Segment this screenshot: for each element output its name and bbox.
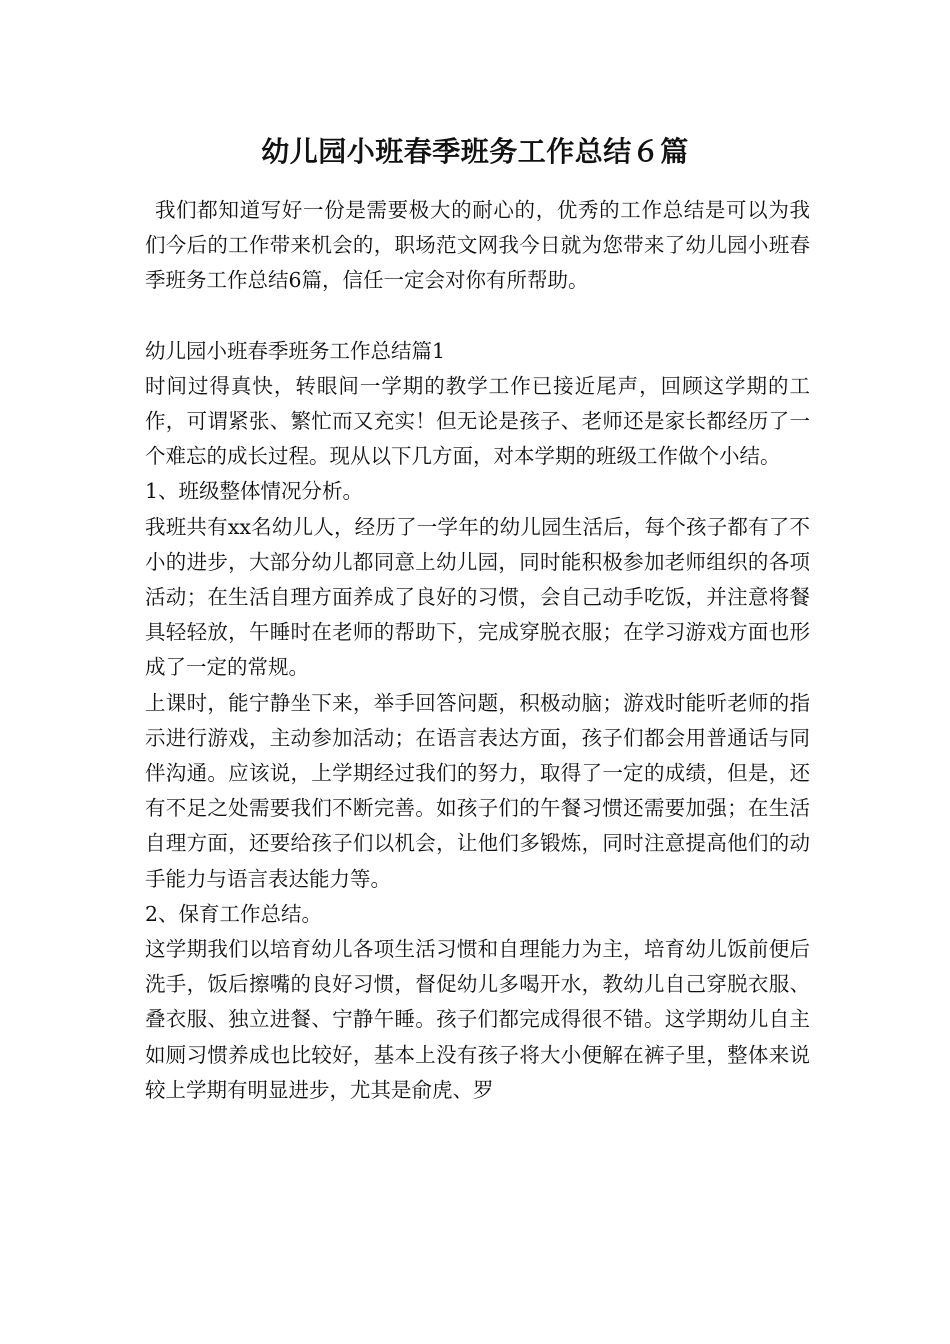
section-title: 幼儿园小班春季班务工作总结篇1 <box>145 338 446 363</box>
document-title: 幼儿园小班春季班务工作总结６篇 <box>261 135 689 168</box>
body-paragraph: 这学期我们以培育幼儿各项生活习惯和自理能力为主，培育幼儿饭前便后洗手，饭后擦嘴的良好习惯，督促幼儿多喝开水，教幼儿自己穿脱衣服、叠衣服、独立进餐、宁静午睡。孩子们都完成得很不错。这学期幼儿自主如厕习惯养成也比较好，基本上没有孩子将大小便解在裤子里，整体来说较上学期有明显进步，尤其是俞虎、罗 <box>145 937 810 1102</box>
paragraph-spacer <box>145 299 810 334</box>
section-heading-1: 1、班级整体情况分析。 <box>145 479 364 504</box>
body-paragraph: 我班共有xx名幼儿人，经历了一学年的幼儿园生活后，每个孩子都有了不小的进步，大部分幼儿都同意上幼儿园，同时能积极参加老师组织的各项活动；在生活自理方面养成了良好的习惯，会自己动手吃饭，并注意将餐具轻轻放，午睡时在老师的帮助下，完成穿脱衣服；在学习游戏方面也形成了一定的常规。 <box>145 514 810 680</box>
body-paragraph: 时间过得真快，转眼间一学期的教学工作已接近尾声，回顾这学期的工作，可谓紧张、繁忙而又充实！但无论是孩子、老师还是家长都经历了一个难忘的成长过程。现从以下几方面，对本学期的班级工作做个小结。 <box>145 373 810 469</box>
section-heading-2: 2、保育工作总结。 <box>145 901 323 926</box>
body-paragraph: 上课时，能宁静坐下来，举手回答问题，积极动脑；游戏时能听老师的指示进行游戏，主动参加活动；在语言表达方面，孩子们都会用普通话与同伴沟通。应该说，上学期经过我们的努力，取得了一定的成绩，但是，还有不足之处需要我们不断完善。如孩子们的午餐习惯还需要加强；在生活自理方面，还要给孩子们以机会，让他们多锻炼，同时注意提高他们的动手能力与语言表达能力等。 <box>145 690 810 891</box>
intro-paragraph: 我们都知道写好一份是需要极大的耐心的，优秀的工作总结是可以为我们今后的工作带来机会的，职场范文网我今日就为您带来了幼儿园小班春季班务工作总结6篇，信任一定会对你有所帮助。 <box>145 198 810 293</box>
document-body <box>145 193 810 1108</box>
